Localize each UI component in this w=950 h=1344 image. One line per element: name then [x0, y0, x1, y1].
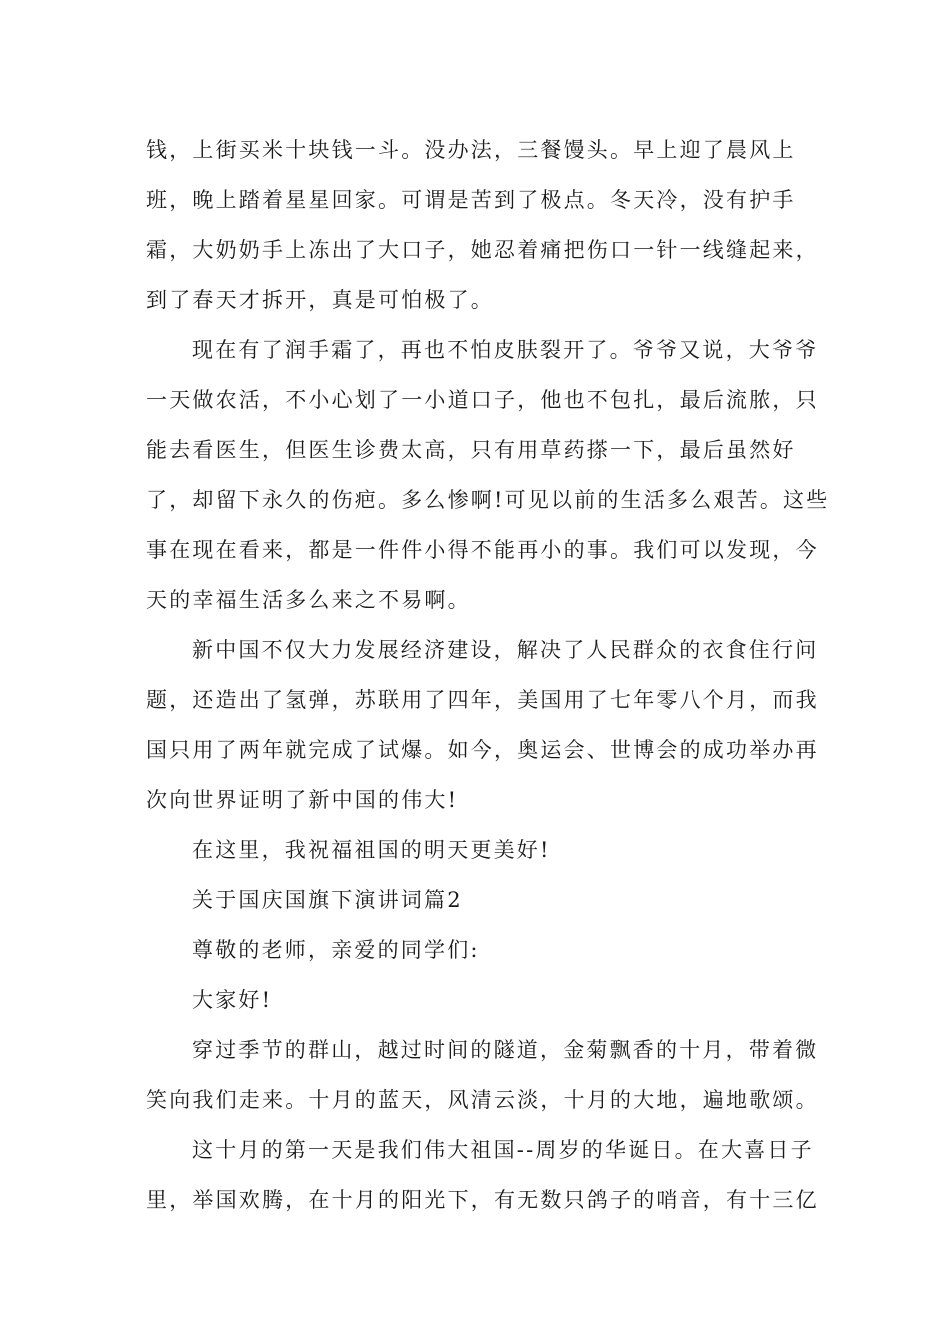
- greeting: 大家好!: [192, 988, 273, 1012]
- paragraph-start-line: 在这里，我祝福祖国的明天更美好!: [192, 838, 551, 862]
- text-line: 钱，上街买米十块钱一斗。没办法，三餐馒头。早上迎了晨风上: [146, 138, 796, 162]
- text-line: 班，晚上踏着星星回家。可谓是苦到了极点。冬天冷，没有护手: [146, 188, 796, 212]
- text-line: 里，举国欢腾，在十月的阳光下，有无数只鸽子的哨音，有十三亿: [146, 1188, 819, 1212]
- text-line: 笑向我们走来。十月的蓝天，风清云淡，十月的大地，遍地歌颂。: [146, 1088, 819, 1112]
- text-line: 天的幸福生活多么来之不易啊。: [146, 588, 471, 612]
- section-title: 关于国庆国旗下演讲词篇2: [192, 888, 463, 912]
- text-line: 次向世界证明了新中国的伟大!: [146, 788, 459, 812]
- paragraph-start-line: 这十月的第一天是我们伟大祖国--周岁的华诞日。在大喜日子: [192, 1138, 814, 1162]
- text-line: 一天做农活，不小心划了一小道口子，他也不包扎，最后流脓，只: [146, 388, 819, 412]
- paragraph-start-line: 现在有了润手霜了，再也不怕皮肤裂开了。爷爷又说，大爷爷: [192, 338, 819, 362]
- salutation: 尊敬的老师，亲爱的同学们:: [192, 938, 480, 962]
- paragraph-start-line: 新中国不仅大力发展经济建设，解决了人民群众的衣食住行问: [192, 638, 819, 662]
- text-line: 霜，大奶奶手上冻出了大口子，她忍着痛把伤口一针一线缝起来，: [146, 238, 819, 262]
- text-line: 能去看医生，但医生诊费太高，只有用草药搽一下，最后虽然好: [146, 438, 796, 462]
- text-line: 了，却留下永久的伤疤。多么惨啊!可见以前的生活多么艰苦。这些: [146, 488, 830, 512]
- text-line: 事在现在看来，都是一件件小得不能再小的事。我们可以发现，今: [146, 538, 819, 562]
- text-line: 题，还造出了氢弹，苏联用了四年，美国用了七年零八个月，而我: [146, 688, 819, 712]
- text-line: 国只用了两年就完成了试爆。如今，奥运会、世博会的成功举办再: [146, 738, 819, 762]
- paragraph-start-line: 穿过季节的群山，越过时间的隧道，金菊飘香的十月，带着微: [192, 1038, 819, 1062]
- text-line: 到了春天才拆开，真是可怕极了。: [146, 288, 494, 312]
